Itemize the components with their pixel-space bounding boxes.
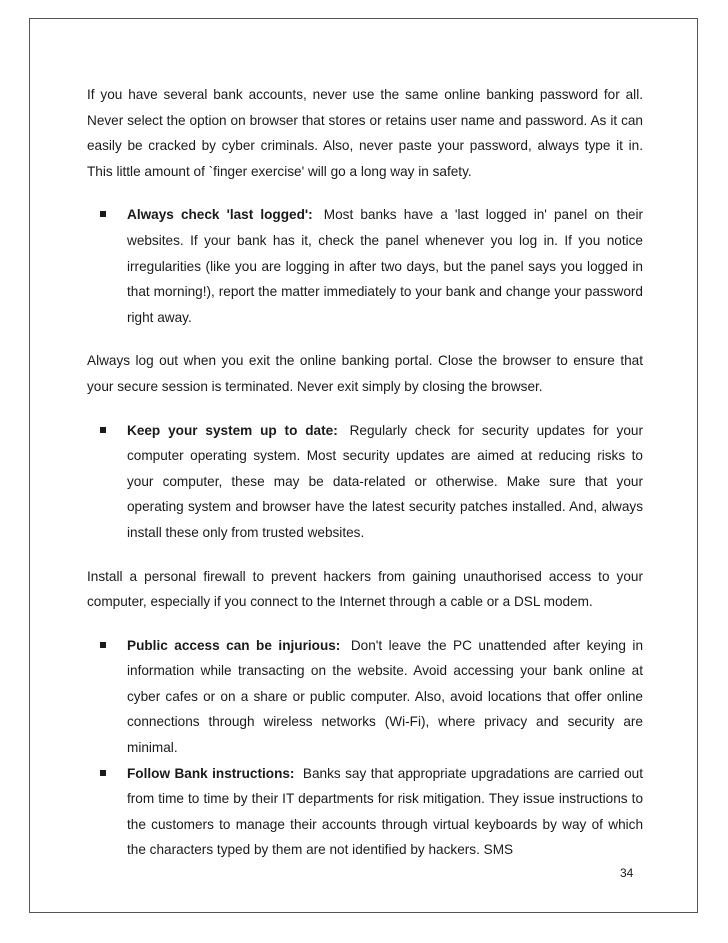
square-bullet-icon <box>100 770 106 776</box>
bullet-heading: Keep your system up to date: <box>127 422 338 438</box>
bullet-heading: Always check 'last logged': <box>127 207 313 223</box>
bullet-item-public-access <box>87 633 643 761</box>
page-number: 34 <box>620 866 634 880</box>
bullet-text: Don't leave the PC unattended after keying in information while transacting on the website. Avoid accessing your bank online at cyber cafes or on a share or public computer. Also, avoid locations that offer online connections through wireless networks (Wi-Fi), where privacy and security are minimal. <box>127 637 644 756</box>
bullet-text: Regularly check for security updates for your computer operating system. Most security updates are aimed at reducing risks to your computer, these may be data-related or otherwise. Make sure that your operating system and browser have the latest security patches installed. And, always install these only from trusted websites. <box>127 422 643 540</box>
document-body <box>87 82 643 881</box>
bullet-heading: Follow Bank instructions: <box>127 765 295 781</box>
bullet-item-system-update <box>87 418 643 546</box>
bullet-heading: Public access can be injurious: <box>127 637 341 653</box>
square-bullet-icon <box>100 427 106 433</box>
paragraph-passwords: If you have several bank accounts, never use the same online banking password for all. Never select the option on browser that stores or retains user name and password. As it can easily be cracked by cyber criminals. Also, never paste your password, always type it in. This little amount of `finger exercise' will go a long way in safety. <box>87 87 643 179</box>
square-bullet-icon <box>100 211 106 217</box>
bullet-list-access-instructions <box>87 633 643 863</box>
bullet-text: Most banks have a 'last logged in' panel on their websites. If your bank has it, check the panel whenever you log in. If you notice irregularities (like you are logging in after two days, but the panel says you logged in that morning!), report the matter immediately to your bank and change your password right away. <box>127 207 643 325</box>
bullet-item-bank-instructions <box>87 761 643 863</box>
square-bullet-icon <box>100 642 106 648</box>
paragraph-firewall: Install a personal firewall to prevent hackers from gaining unauthorised access to your computer, especially if you connect to the Internet through a cable or a DSL modem. <box>87 568 643 610</box>
bullet-item-last-logged <box>87 202 643 330</box>
bullet-list-system-update <box>87 418 643 546</box>
bullet-text: Banks say that appropriate upgradations are carried out from time to time by their IT departments for risk mitigation. They issue instructions to the customers to manage their accounts through virtual keyboards by way of which the characters typed by them are not identified by hackers. SMS <box>127 765 643 858</box>
paragraph-log-out: Always log out when you exit the online banking portal. Close the browser to ensure that your secure session is terminated. Never exit simply by closing the browser. <box>87 353 643 394</box>
bullet-list-last-logged <box>87 202 643 330</box>
